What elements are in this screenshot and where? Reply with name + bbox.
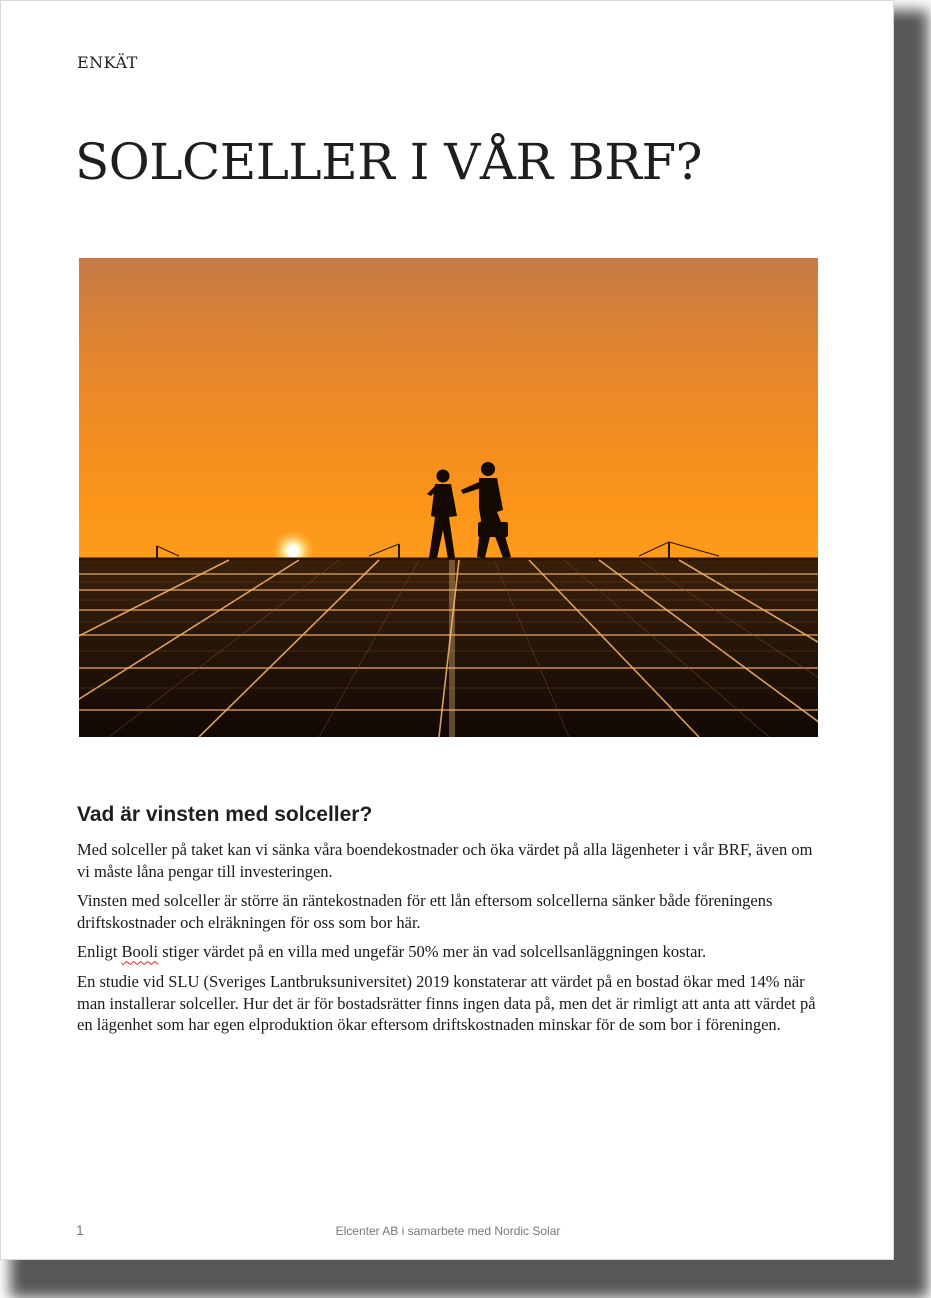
paragraph-text: stiger värdet på en villa med ungefär 50% mer än vad solcellsanläggningen kostar. bbox=[158, 942, 707, 962]
footer-text: Elcenter AB i samarbete med Nordic Solar bbox=[335, 1224, 561, 1238]
paragraph bbox=[77, 941, 822, 963]
spellcheck-word[interactable]: Booli bbox=[121, 942, 159, 962]
hero-image bbox=[79, 258, 818, 737]
paragraph: Med solceller på taket kan vi sänka våra boendekostnader och öka värdet på alla lägenheter i vår BRF, även om vi måste låna pengar till investeringen. bbox=[77, 840, 813, 881]
paragraph: Vinsten med solceller är större än räntekostnaden för ett lån eftersom solcellerna sänker både föreningens driftskostnader och elräkningen för oss som bor här. bbox=[77, 891, 773, 932]
paragraph: En studie vid SLU (Sveriges Lantbruksuniversitet) 2019 konstaterar att värdet på en bostad ökar med 14% när man installerar solceller. Hur det är för bostadsrätter finns ingen data på, men det är rimligt att anta att värdet på en lägenhet som har egen elproduktion ökar eftersom driftskostnaden minskar för de som bor i föreningen. bbox=[77, 971, 816, 1035]
body-text bbox=[77, 839, 822, 1044]
section-heading: Vad är vinsten med solceller? bbox=[77, 803, 373, 826]
page-title: SOLCELLER I VÅR BRF? bbox=[75, 133, 702, 191]
eyebrow-label: ENKÄT bbox=[77, 53, 138, 72]
page-number: 1 bbox=[76, 1222, 84, 1238]
paragraph-text: Enligt bbox=[77, 942, 122, 962]
